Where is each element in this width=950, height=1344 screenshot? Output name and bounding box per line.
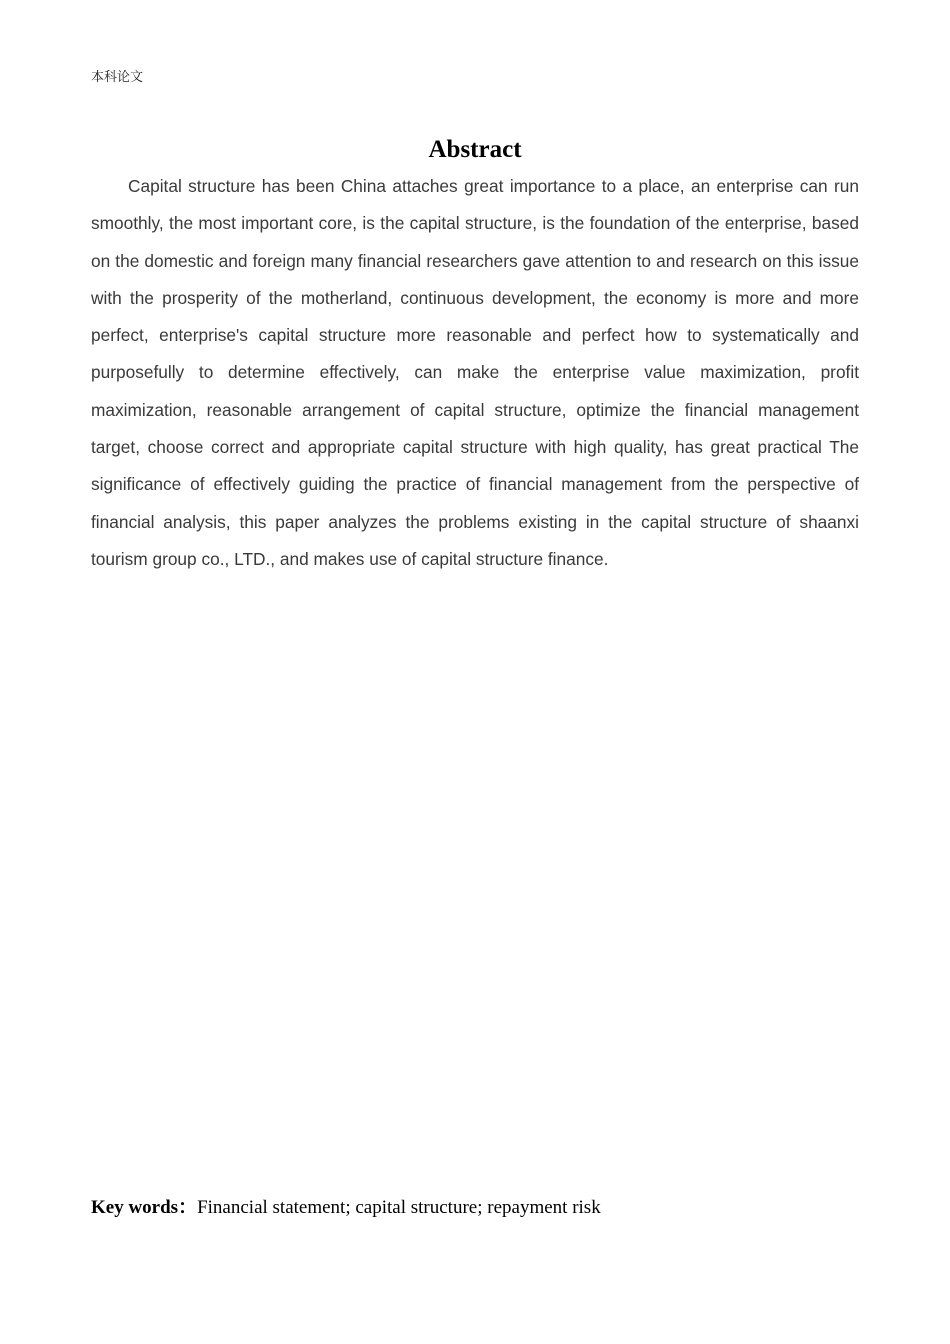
abstract-body: Capital structure has been China attaches great importance to a place, an enterprise can run smoothly, the most important core, is the capital structure, is the foundation of the enterprise, based on the domestic and foreign many financial researchers gave attention to and research on this issue with the prosperity of the motherland, continuous development, the economy is more and more perfect, enterprise's capital structure more reasonable and perfect how to systematically and purposefully to determine effectively, can make the enterprise value maximization, profit maximization, reasonable arrangement of capital structure, optimize the financial management target, choose correct and appropriate capital structure with high quality, has great practical The significance of effectively guiding the practice of financial management from the perspective of financial analysis, this paper analyzes the problems existing in the capital structure of shaanxi tourism group co., LTD., and makes use of capital structure finance. (91, 176, 859, 569)
keywords-value: Financial statement; capital structure; repayment risk (197, 1197, 601, 1218)
keywords-label: Key words： (91, 1197, 198, 1218)
keywords-line (91, 1195, 601, 1221)
page-header: 本科论文 (91, 70, 144, 85)
abstract-title: Abstract (428, 136, 522, 163)
